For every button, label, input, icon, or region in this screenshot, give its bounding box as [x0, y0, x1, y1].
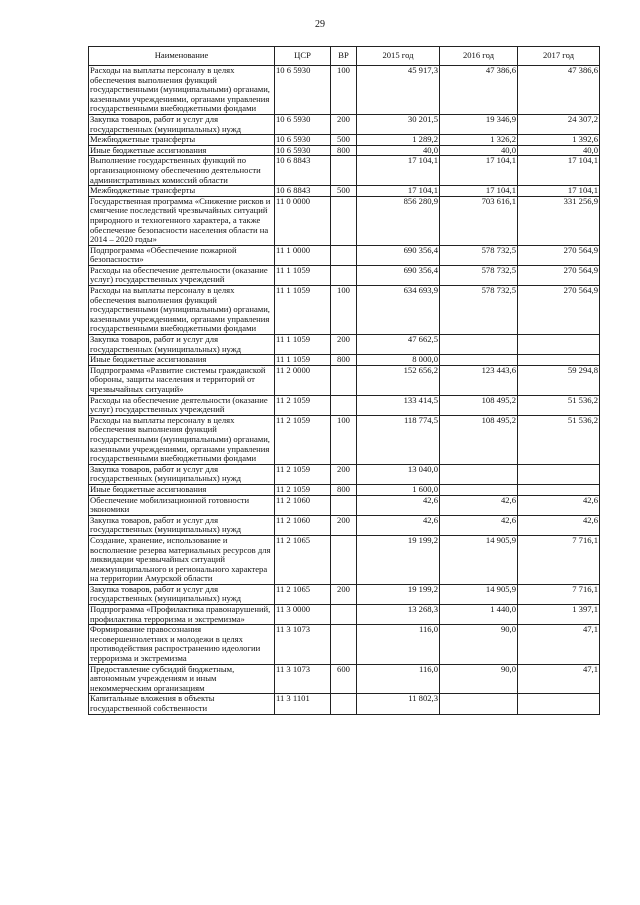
- cell-vr: [331, 245, 357, 265]
- cell-vr: 800: [331, 145, 357, 156]
- cell-name: Закупка товаров, работ и услуг для государственных (муниципальных) нужд: [89, 515, 275, 535]
- cell-csr: 10 6 5930: [275, 135, 331, 146]
- cell-vr: [331, 535, 357, 584]
- cell-2015: 42,6: [357, 515, 440, 535]
- cell-name: Иные бюджетные ассигнования: [89, 145, 275, 156]
- cell-2017: [518, 464, 600, 484]
- cell-2016: 703 616,1: [440, 196, 518, 245]
- cell-csr: 11 2 0000: [275, 365, 331, 395]
- table-row: [89, 694, 600, 714]
- cell-2017: 270 564,9: [518, 286, 600, 335]
- cell-vr: [331, 196, 357, 245]
- cell-2017: 331 256,9: [518, 196, 600, 245]
- cell-2015: 17 104,1: [357, 186, 440, 197]
- cell-name: Создание, хранение, использование и восполнение резерва материальных ресурсов для ликвидации чрезвычайных ситуаций межмуниципального и регионального характера на территории Амурской области: [89, 535, 275, 584]
- cell-2016: 1 440,0: [440, 605, 518, 625]
- cell-csr: 11 2 1065: [275, 584, 331, 604]
- cell-2017: 47,1: [518, 625, 600, 664]
- cell-name: Межбюджетные трансферты: [89, 135, 275, 146]
- cell-2016: 17 104,1: [440, 186, 518, 197]
- cell-2015: 30 201,5: [357, 114, 440, 134]
- cell-name: Предоставление субсидий бюджетным, автономным учреждениям и иным некоммерческим организациям: [89, 664, 275, 694]
- cell-2017: 17 104,1: [518, 186, 600, 197]
- cell-2017: 7 716,1: [518, 584, 600, 604]
- table-row: [89, 156, 600, 186]
- cell-2015: 118 774,5: [357, 415, 440, 464]
- cell-2015: 19 199,2: [357, 535, 440, 584]
- cell-2016: 1 326,2: [440, 135, 518, 146]
- cell-vr: [331, 395, 357, 415]
- table-row: [89, 114, 600, 134]
- cell-2017: 47 386,6: [518, 66, 600, 115]
- cell-2016: [440, 335, 518, 355]
- table-row: [89, 66, 600, 115]
- cell-vr: 200: [331, 464, 357, 484]
- cell-2017: 24 307,2: [518, 114, 600, 134]
- cell-2015: 152 656,2: [357, 365, 440, 395]
- cell-name: Иные бюджетные ассигнования: [89, 484, 275, 495]
- table-row: [89, 495, 600, 515]
- cell-2016: 40,0: [440, 145, 518, 156]
- cell-2015: 116,0: [357, 625, 440, 664]
- cell-name: Обеспечение мобилизационной готовности экономики: [89, 495, 275, 515]
- cell-csr: 11 3 1073: [275, 625, 331, 664]
- table-row: [89, 515, 600, 535]
- cell-2017: 47,1: [518, 664, 600, 694]
- cell-2017: 7 716,1: [518, 535, 600, 584]
- cell-name: Расходы на выплаты персоналу в целях обеспечения выполнения функций государственными (муниципальными) органами, казенными учреждениями, органами управления государственными внебюджетными фондами: [89, 415, 275, 464]
- cell-2015: 13 040,0: [357, 464, 440, 484]
- cell-csr: 10 6 5930: [275, 114, 331, 134]
- cell-2016: 90,0: [440, 625, 518, 664]
- table-row: [89, 625, 600, 664]
- cell-name: Государственная программа «Снижение рисков и смягчение последствий чрезвычайных ситуаций природного и техногенного характера, а также обеспечение безопасности населения области на 2014 – 2020 годы»: [89, 196, 275, 245]
- cell-2015: 17 104,1: [357, 156, 440, 186]
- cell-2016: 19 346,9: [440, 114, 518, 134]
- cell-2015: 634 693,9: [357, 286, 440, 335]
- table-row: [89, 535, 600, 584]
- cell-csr: 11 1 1059: [275, 335, 331, 355]
- cell-2015: 690 356,4: [357, 265, 440, 285]
- cell-2017: 270 564,9: [518, 265, 600, 285]
- cell-2015: 8 000,0: [357, 355, 440, 366]
- table-row: [89, 186, 600, 197]
- cell-vr: 500: [331, 135, 357, 146]
- cell-2016: 578 732,5: [440, 245, 518, 265]
- cell-2015: 116,0: [357, 664, 440, 694]
- cell-2015: 19 199,2: [357, 584, 440, 604]
- cell-csr: 11 3 1101: [275, 694, 331, 714]
- cell-vr: [331, 605, 357, 625]
- cell-2015: 47 662,5: [357, 335, 440, 355]
- cell-2017: 1 392,6: [518, 135, 600, 146]
- cell-csr: 11 2 1059: [275, 415, 331, 464]
- cell-2017: 270 564,9: [518, 245, 600, 265]
- cell-2015: 40,0: [357, 145, 440, 156]
- cell-2017: 42,6: [518, 495, 600, 515]
- cell-2015: 690 356,4: [357, 245, 440, 265]
- cell-csr: 11 2 1059: [275, 464, 331, 484]
- cell-vr: [331, 265, 357, 285]
- table-row: [89, 286, 600, 335]
- cell-name: Иные бюджетные ассигнования: [89, 355, 275, 366]
- cell-csr: 11 3 1073: [275, 664, 331, 694]
- page-number: 29: [315, 19, 325, 30]
- cell-csr: 11 1 1059: [275, 265, 331, 285]
- cell-2016: 108 495,2: [440, 395, 518, 415]
- cell-2017: 51 536,2: [518, 415, 600, 464]
- cell-csr: 10 6 8843: [275, 186, 331, 197]
- cell-2016: [440, 464, 518, 484]
- cell-name: Расходы на обеспечение деятельности (оказание услуг) государственных учреждений: [89, 395, 275, 415]
- cell-name: Формирование правосознания несовершеннолетних и молодежи в целях противодействия распространению идеологии терроризма и экстремизма: [89, 625, 275, 664]
- cell-2016: [440, 484, 518, 495]
- cell-vr: [331, 694, 357, 714]
- cell-vr: 100: [331, 415, 357, 464]
- cell-name: Выполнение государственных функций по организационному обеспечению деятельности административных комиссий области: [89, 156, 275, 186]
- table-row: [89, 245, 600, 265]
- cell-vr: 100: [331, 66, 357, 115]
- header-2016: 2016 год: [440, 47, 518, 66]
- cell-vr: 200: [331, 335, 357, 355]
- cell-csr: 10 6 5930: [275, 66, 331, 115]
- cell-vr: [331, 625, 357, 664]
- cell-name: Подпрограмма «Профилактика правонарушений, профилактика терроризма и экстремизма»: [89, 605, 275, 625]
- cell-2017: 51 536,2: [518, 395, 600, 415]
- cell-2015: 42,6: [357, 495, 440, 515]
- header-csr: ЦСР: [275, 47, 331, 66]
- cell-2015: 45 917,3: [357, 66, 440, 115]
- cell-2017: [518, 355, 600, 366]
- cell-2016: 108 495,2: [440, 415, 518, 464]
- cell-name: Закупка товаров, работ и услуг для государственных (муниципальных) нужд: [89, 584, 275, 604]
- cell-vr: 800: [331, 355, 357, 366]
- header-2015: 2015 год: [357, 47, 440, 66]
- cell-csr: 11 2 1059: [275, 484, 331, 495]
- table-row: [89, 265, 600, 285]
- cell-csr: 11 3 0000: [275, 605, 331, 625]
- cell-name: Закупка товаров, работ и услуг для государственных (муниципальных) нужд: [89, 464, 275, 484]
- cell-name: Расходы на выплаты персоналу в целях обеспечения выполнения функций государственными (муниципальными) органами, казенными учреждениями, органами управления государственными внебюджетными фондами: [89, 286, 275, 335]
- cell-vr: 200: [331, 584, 357, 604]
- cell-2015: 13 268,3: [357, 605, 440, 625]
- cell-csr: 11 1 1059: [275, 355, 331, 366]
- table-header-row: [89, 47, 600, 66]
- cell-vr: 200: [331, 114, 357, 134]
- table-row: [89, 605, 600, 625]
- cell-vr: [331, 365, 357, 395]
- cell-name: Межбюджетные трансферты: [89, 186, 275, 197]
- cell-name: Подпрограмма «Обеспечение пожарной безопасности»: [89, 245, 275, 265]
- cell-2015: 1 289,2: [357, 135, 440, 146]
- cell-csr: 11 2 1060: [275, 495, 331, 515]
- cell-vr: 200: [331, 515, 357, 535]
- table-row: [89, 196, 600, 245]
- table-row: [89, 355, 600, 366]
- header-vr: ВР: [331, 47, 357, 66]
- cell-2016: 47 386,6: [440, 66, 518, 115]
- cell-2017: [518, 694, 600, 714]
- cell-vr: [331, 495, 357, 515]
- cell-2016: 578 732,5: [440, 286, 518, 335]
- table-body: [89, 66, 600, 715]
- cell-2015: 856 280,9: [357, 196, 440, 245]
- cell-name: Закупка товаров, работ и услуг для государственных (муниципальных) нужд: [89, 335, 275, 355]
- table-row: [89, 365, 600, 395]
- table-row: [89, 395, 600, 415]
- cell-vr: 600: [331, 664, 357, 694]
- cell-csr: 11 1 0000: [275, 245, 331, 265]
- cell-name: Расходы на выплаты персоналу в целях обеспечения выполнения функций государственными (муниципальными) органами, казенными учреждениями, органами управления государственными внебюджетными фондами: [89, 66, 275, 115]
- cell-2016: 90,0: [440, 664, 518, 694]
- table-row: [89, 415, 600, 464]
- cell-csr: 11 0 0000: [275, 196, 331, 245]
- cell-vr: 500: [331, 186, 357, 197]
- cell-2015: 133 414,5: [357, 395, 440, 415]
- table-row: [89, 335, 600, 355]
- cell-2017: 59 294,8: [518, 365, 600, 395]
- header-2017: 2017 год: [518, 47, 600, 66]
- table-row: [89, 145, 600, 156]
- cell-2017: [518, 484, 600, 495]
- cell-2016: 42,6: [440, 495, 518, 515]
- table-row: [89, 135, 600, 146]
- cell-2017: [518, 335, 600, 355]
- cell-csr: 10 6 8843: [275, 156, 331, 186]
- cell-2016: 14 905,9: [440, 584, 518, 604]
- cell-2016: 578 732,5: [440, 265, 518, 285]
- cell-2015: 1 600,0: [357, 484, 440, 495]
- cell-csr: 11 2 1060: [275, 515, 331, 535]
- table-row: [89, 584, 600, 604]
- table-row: [89, 464, 600, 484]
- cell-name: Подпрограмма «Развитие системы гражданской обороны, защиты населения и территорий от чрезвычайных ситуаций»: [89, 365, 275, 395]
- table-row: [89, 664, 600, 694]
- cell-2016: 123 443,6: [440, 365, 518, 395]
- cell-2017: 42,6: [518, 515, 600, 535]
- cell-2016: [440, 694, 518, 714]
- cell-vr: 800: [331, 484, 357, 495]
- cell-name: Капитальные вложения в объекты государственной собственности: [89, 694, 275, 714]
- cell-2016: [440, 355, 518, 366]
- cell-2017: 1 397,1: [518, 605, 600, 625]
- cell-2015: 11 802,3: [357, 694, 440, 714]
- cell-csr: 11 1 1059: [275, 286, 331, 335]
- header-name: Наименование: [89, 47, 275, 66]
- cell-2016: 17 104,1: [440, 156, 518, 186]
- cell-2016: 14 905,9: [440, 535, 518, 584]
- table-row: [89, 484, 600, 495]
- cell-csr: 11 2 1065: [275, 535, 331, 584]
- cell-csr: 11 2 1059: [275, 395, 331, 415]
- cell-name: Закупка товаров, работ и услуг для государственных (муниципальных) нужд: [89, 114, 275, 134]
- cell-vr: [331, 156, 357, 186]
- cell-2017: 17 104,1: [518, 156, 600, 186]
- cell-2017: 40,0: [518, 145, 600, 156]
- cell-vr: 100: [331, 286, 357, 335]
- cell-name: Расходы на обеспечение деятельности (оказание услуг) государственных учреждений: [89, 265, 275, 285]
- budget-table: [88, 46, 600, 715]
- cell-csr: 10 6 5930: [275, 145, 331, 156]
- cell-2016: 42,6: [440, 515, 518, 535]
